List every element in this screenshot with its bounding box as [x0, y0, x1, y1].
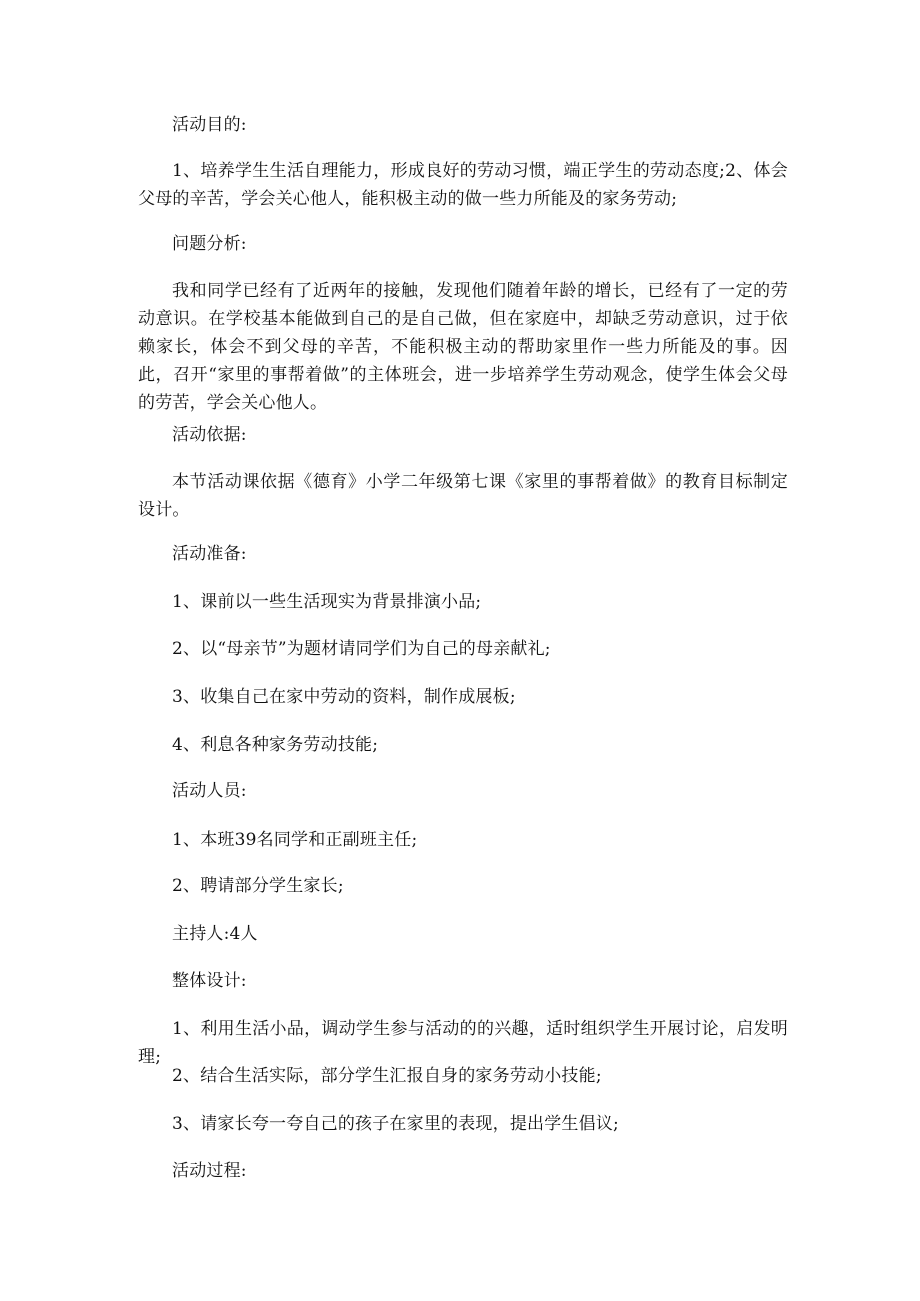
list-item-design-3: 3、请家长夸一夸自己的孩子在家里的表现，提出学生倡议; — [172, 1114, 619, 1134]
host-count: 主持人:4人 — [172, 924, 258, 944]
list-item-design-2: 2、结合生活实际，部分学生汇报自身的家务劳动小技能; — [172, 1066, 602, 1086]
heading-activity-purpose: 活动目的: — [172, 115, 247, 135]
heading-activity-personnel: 活动人员: — [172, 781, 247, 801]
list-item-preparation-2: 2、以“母亲节”为题材请同学们为自己的母亲献礼; — [172, 639, 551, 659]
heading-activity-basis: 活动依据: — [172, 425, 247, 445]
paragraph-activity-basis: 本节活动课依据《德育》小学二年级第七课《家里的事帮着做》的教育目标制定设计。 — [138, 472, 788, 520]
heading-activity-preparation: 活动准备: — [172, 544, 247, 564]
heading-problem-analysis: 问题分析: — [172, 234, 247, 254]
list-item-personnel-2: 2、聘请部分学生家长; — [172, 876, 344, 896]
list-item-personnel-1: 1、本班39名同学和正副班主任; — [172, 830, 418, 850]
heading-activity-process: 活动过程: — [172, 1161, 247, 1181]
list-item-preparation-1: 1、课前以一些生活现实为背景排演小品; — [172, 592, 482, 612]
paragraph-activity-purpose: 1、培养学生生活自理能力，形成良好的劳动习惯，端正学生的劳动态度;2、体会父母的辛苦，学会关心他人，能积极主动的做一些力所能及的家务劳动; — [138, 161, 788, 209]
list-item-preparation-4: 4、利息各种家务劳动技能; — [172, 735, 379, 755]
list-item-design-1: 1、利用生活小品，调动学生参与活动的的兴趣，适时组织学生开展讨论，启发明理; — [138, 1019, 788, 1067]
list-item-preparation-3: 3、收集自己在家中劳动的资料，制作成展板; — [172, 687, 516, 707]
heading-overall-design: 整体设计: — [172, 971, 247, 991]
paragraph-problem-analysis: 我和同学已经有了近两年的接触，发现他们随着年龄的增长，已经有了一定的劳动意识。在学校基本能做到自己的是自己做，但在家庭中，却缺乏劳动意识，过于依赖家长，体会不到父母的辛苦，不能积极主动的帮助家里作一些力所能及的事。因此，召开“家里的事帮着做”的主体班会，进一步培养学生劳动观念，使学生体会父母的劳苦，学会关心他人。 — [138, 281, 788, 413]
